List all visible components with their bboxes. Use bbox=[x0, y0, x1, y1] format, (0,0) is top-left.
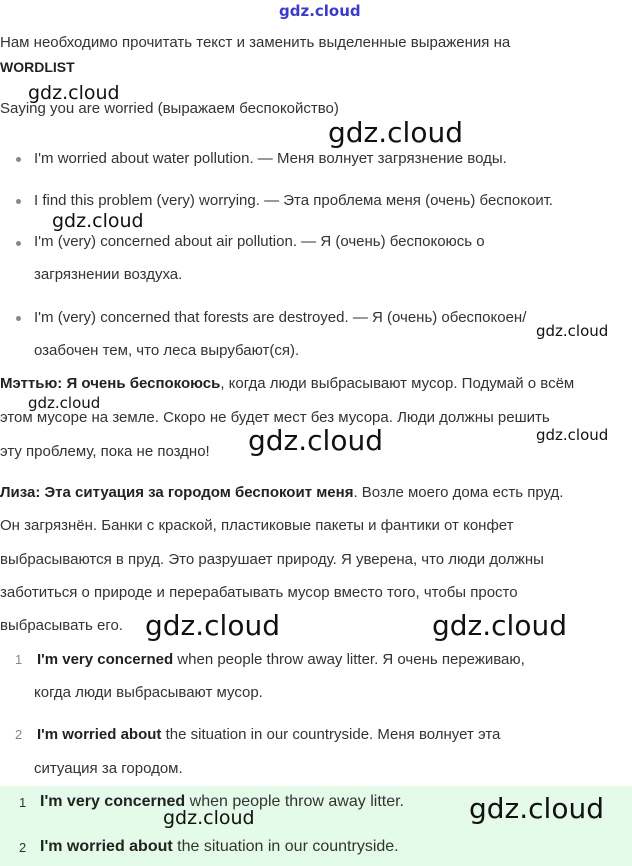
answer-text: when people throw away litter. Я очень переживаю, bbox=[173, 651, 525, 668]
answer-item-cont: ситуация за городом. bbox=[34, 760, 183, 777]
answer-item bbox=[37, 725, 500, 745]
bullet-item-cont: загрязнении воздуха. bbox=[34, 266, 183, 283]
answer-text: the situation in our countryside. Меня волнует эта bbox=[161, 726, 501, 743]
matthew-paragraph bbox=[0, 374, 574, 394]
bullet-item: I find this problem (very) worrying. — Эта проблема меня (очень) беспокоит. bbox=[34, 192, 554, 209]
matthew-line: эту проблему, пока не поздно! bbox=[0, 443, 210, 460]
liza-line: выбрасываются в пруд. Это разрушает природу. Я уверена, что люди должны bbox=[0, 551, 544, 568]
final-answer-number: 2 bbox=[19, 840, 27, 855]
watermark: gdz.cloud bbox=[469, 792, 604, 825]
bullet-dot bbox=[16, 157, 21, 162]
liza-highlight: Лиза: Эта ситуация за городом беспокоит меня bbox=[0, 484, 354, 501]
answer-item-cont: когда люди выбрасывают мусор. bbox=[34, 684, 263, 701]
bullet-dot bbox=[16, 199, 21, 204]
final-answer-text: the situation in our countryside. bbox=[172, 838, 399, 855]
final-answer-highlight: I'm very concerned bbox=[40, 793, 186, 810]
watermark: gdz.cloud bbox=[28, 82, 120, 104]
bullet-dot bbox=[16, 241, 21, 246]
liza-line: заботиться о природе и перерабатывать мусор вместо того, чтобы просто bbox=[0, 584, 518, 601]
watermark: gdz.cloud bbox=[145, 609, 280, 642]
answer-number: 1 bbox=[15, 652, 23, 667]
liza-paragraph bbox=[0, 483, 563, 503]
watermark: gdz.cloud bbox=[328, 116, 463, 149]
answer-highlight: I'm very concerned bbox=[37, 651, 174, 668]
watermark: gdz.cloud bbox=[52, 210, 144, 232]
matthew-line: этом мусоре на земле. Скоро не будет мест без мусора. Люди должны решить bbox=[0, 409, 550, 426]
intro-text: Нам необходимо прочитать текст и заменить выделенные выражения на bbox=[0, 34, 511, 51]
bullet-item: I'm worried about water pollution. — Меня волнует загрязнение воды. bbox=[34, 150, 507, 167]
final-answer-text: when people throw away litter. bbox=[185, 793, 404, 810]
watermark: gdz.cloud bbox=[248, 424, 383, 457]
wordlist-heading: WORDLIST bbox=[0, 59, 75, 75]
watermark: gdz.cloud bbox=[28, 394, 101, 412]
watermark-top: gdz.cloud bbox=[279, 2, 361, 20]
answer-item bbox=[37, 650, 525, 670]
liza-line: Он загрязнён. Банки с краской, пластиковые пакеты и фантики от конфет bbox=[0, 517, 514, 534]
liza-line: выбрасывать его. bbox=[0, 617, 123, 634]
bullet-item-cont: озабочен тем, что леса вырубают(ся). bbox=[34, 342, 300, 359]
saying-heading: Saying you are worried (выражаем беспокойство) bbox=[0, 100, 339, 117]
matthew-highlight: Мэттью: Я очень беспокоюсь bbox=[0, 375, 221, 392]
bullet-item: I'm (very) concerned that forests are destroyed. — Я (очень) обеспокоен/ bbox=[34, 309, 527, 326]
final-answer-highlight: I'm worried about bbox=[40, 838, 173, 855]
bullet-dot bbox=[16, 316, 21, 321]
answer-number: 2 bbox=[15, 727, 23, 742]
answer-highlight: I'm worried about bbox=[37, 726, 162, 743]
liza-text: . Возле моего дома есть пруд. bbox=[353, 484, 564, 501]
final-answer-number: 1 bbox=[19, 795, 27, 810]
watermark: gdz.cloud bbox=[536, 426, 609, 444]
final-answer-item bbox=[40, 792, 404, 812]
matthew-text: , когда люди выбрасывают мусор. Подумай о всём bbox=[220, 375, 575, 392]
final-answer-item bbox=[40, 837, 399, 857]
watermark: gdz.cloud bbox=[432, 609, 567, 642]
bullet-item: I'm (very) concerned about air pollution. — Я (очень) беспокоюсь о bbox=[34, 233, 485, 250]
watermark: gdz.cloud bbox=[163, 807, 255, 829]
watermark: gdz.cloud bbox=[536, 322, 609, 340]
